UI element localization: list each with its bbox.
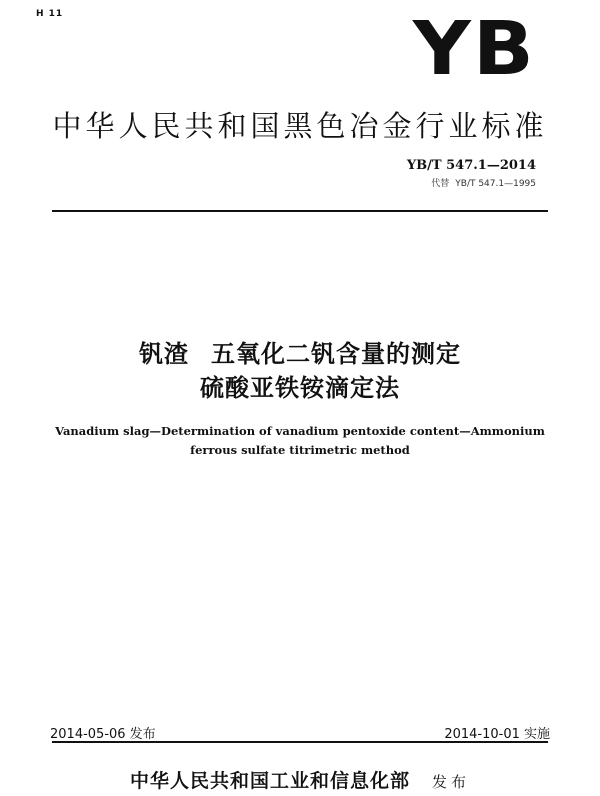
classification-code: H 11 (36, 9, 64, 19)
chinese-title-line-2: 硫酸亚铁铵滴定法 (200, 374, 400, 402)
publisher-line (0, 766, 600, 793)
footer-divider (52, 741, 548, 743)
chinese-title-determination: 五氧化二钒含量的测定 (211, 340, 461, 368)
issue-date: 2014-05-06 发布 (50, 727, 156, 742)
replaces-label: 代替 (431, 179, 450, 189)
replaces-line (431, 176, 536, 189)
english-title-line-2: ferrous sulfate titrimetric method (190, 443, 410, 457)
header-divider (52, 210, 548, 212)
publisher-suffix: 发布 (432, 773, 471, 791)
replaces-number: YB/T 547.1—1995 (455, 179, 536, 189)
publisher-name: 中华人民共和国工业和信息化部 (129, 770, 410, 792)
implementation-date: 2014-10-01 实施 (444, 727, 550, 742)
standard-number: YB/T 547.1—2014 (406, 158, 536, 173)
chinese-title-line-1 (0, 334, 600, 369)
industry-standard-title: 中华人民共和国黑色冶金行业标准 (52, 109, 548, 143)
chinese-title-subject: 钒渣 (139, 340, 189, 368)
yb-logo: YB (412, 6, 536, 92)
english-title-line-1: Vanadium slag—Determination of vanadium pentoxide content—Ammonium (55, 424, 545, 438)
